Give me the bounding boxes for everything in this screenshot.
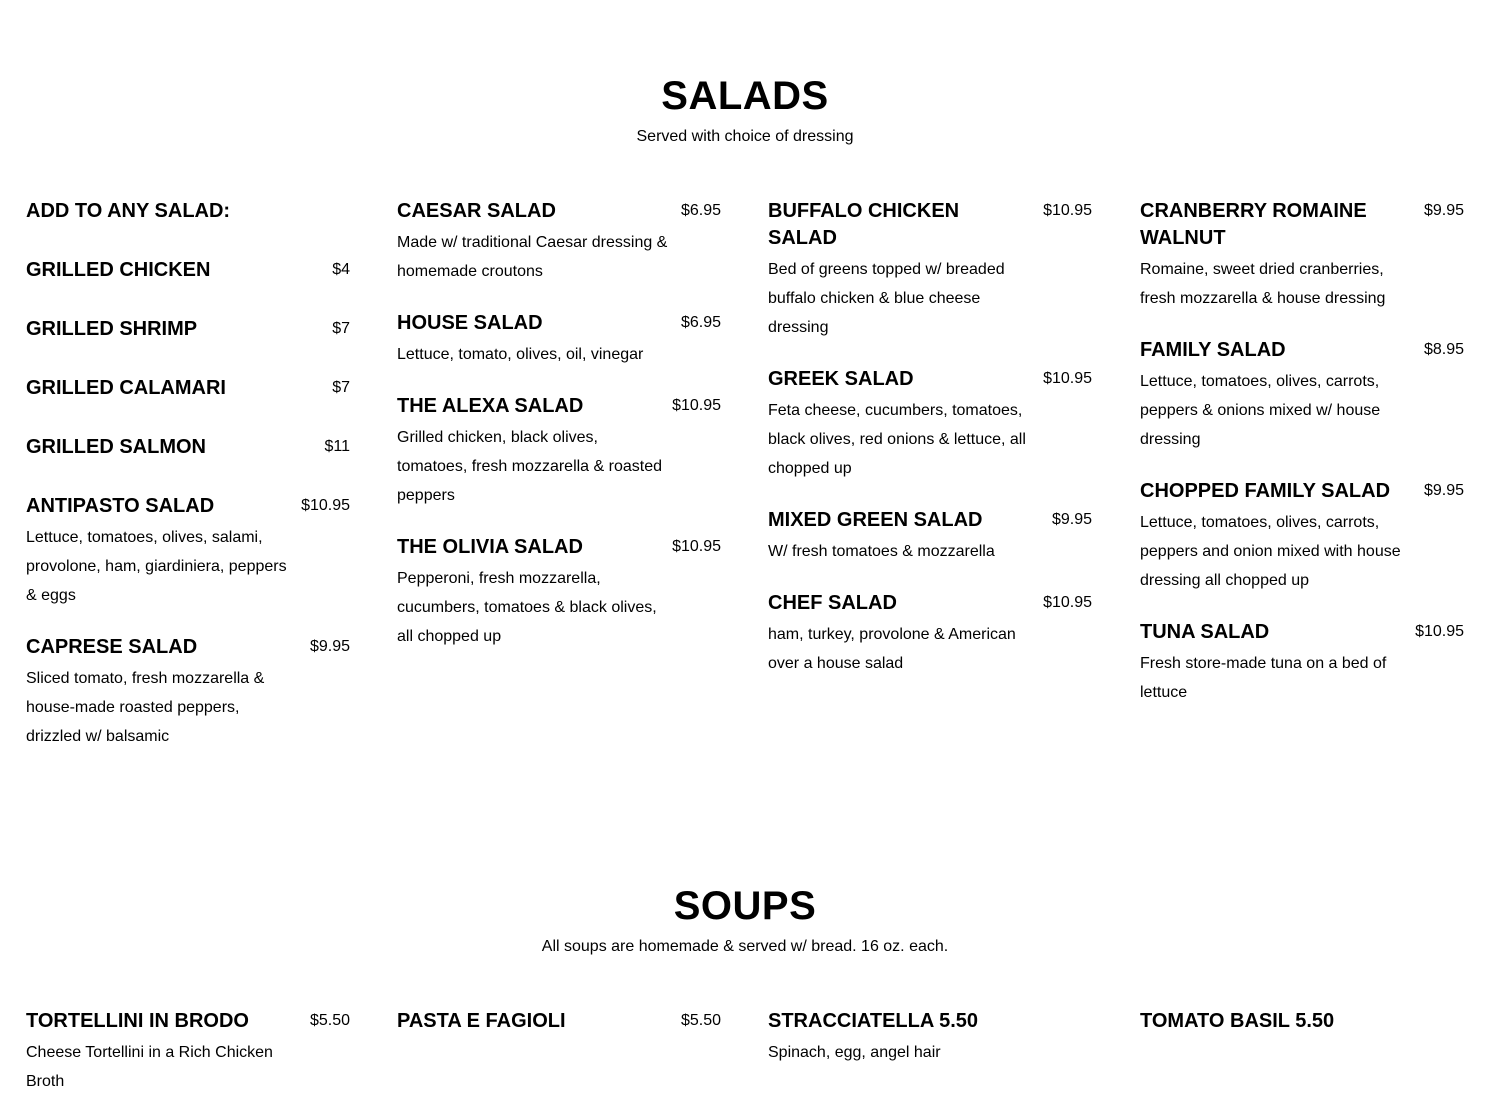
menu-item: [1140, 478, 1464, 595]
item-price: $10.95: [1043, 370, 1092, 387]
item-price: $10.95: [672, 397, 721, 414]
menu-item: [26, 257, 350, 284]
salads-column-1: [26, 198, 350, 775]
menu-item: [397, 1008, 721, 1035]
item-name: TOMATO BASIL 5.50: [1140, 1010, 1335, 1032]
item-price: $10.95: [1043, 202, 1092, 219]
item-price: $5.50: [309, 1012, 350, 1029]
menu-item: [26, 316, 350, 343]
item-name: ADD TO ANY SALAD:: [26, 200, 231, 222]
soups-section: [0, 884, 1490, 957]
item-description: W/ fresh tomatoes & mozzarella: [768, 543, 995, 560]
salads-header: [0, 74, 1490, 147]
item-price: $4: [332, 261, 350, 278]
item-price: $9.95: [1051, 511, 1092, 528]
menu-item: [397, 534, 721, 651]
menu-item: [768, 590, 1092, 678]
addon-heading: [26, 198, 350, 225]
item-name: STRACCIATELLA 5.50: [768, 1010, 979, 1032]
item-name: CAESAR SALAD: [397, 200, 556, 222]
soups-header: [0, 884, 1490, 957]
soups-column-3: [768, 1008, 1092, 1091]
item-name: THE ALEXA SALAD: [397, 395, 584, 417]
salads-column-4: [1140, 198, 1464, 731]
salads-column-2: [397, 198, 721, 675]
menu-item: [26, 634, 350, 751]
menu-item: [1140, 198, 1464, 313]
item-price: $11: [324, 438, 350, 455]
item-price: $10.95: [672, 538, 721, 555]
item-price: $9.95: [309, 638, 350, 655]
menu-item: [1140, 1008, 1464, 1035]
item-description: Cheese Tortellini in a Rich Chicken Broth: [26, 1044, 273, 1090]
salads-section: [0, 74, 1490, 147]
item-name: CAPRESE SALAD: [26, 636, 198, 658]
menu-item: [768, 366, 1092, 483]
item-name: GRILLED SALMON: [26, 436, 206, 458]
item-description: Feta cheese, cucumbers, tomatoes, black olives, red onions & lettuce, all chopped up: [768, 402, 1026, 477]
salads-subtitle: Served with choice of dressing: [636, 128, 854, 145]
item-name: ANTIPASTO SALAD: [26, 495, 215, 517]
menu-item: [1140, 619, 1464, 707]
item-description: Sliced tomato, fresh mozzarella & house-made roasted peppers, drizzled w/ balsamic: [26, 670, 265, 745]
item-description: Bed of greens topped w/ breaded buffalo chicken & blue cheese dressing: [768, 261, 1005, 336]
item-name: BUFFALO CHICKEN SALAD: [768, 200, 960, 249]
item-name: CHOPPED FAMILY SALAD: [1140, 480, 1391, 502]
item-name: GRILLED CHICKEN: [26, 259, 211, 281]
item-name: GREEK SALAD: [768, 368, 914, 390]
item-description: Lettuce, tomatoes, olives, carrots, peppers and onion mixed with house dressing all chopped up: [1140, 514, 1401, 589]
menu-item: [26, 493, 350, 610]
item-price: $9.95: [1423, 202, 1464, 219]
item-price: $9.95: [1423, 482, 1464, 499]
item-description: Grilled chicken, black olives, tomatoes, fresh mozzarella & roasted peppers: [397, 429, 663, 504]
soups-column-1: [26, 1008, 350, 1120]
item-description: Lettuce, tomatoes, olives, salami, provolone, ham, giardiniera, peppers & eggs: [26, 529, 287, 604]
menu-item: [1140, 337, 1464, 454]
item-name: CHEF SALAD: [768, 592, 897, 614]
item-name: GRILLED SHRIMP: [26, 318, 198, 340]
salads-title: SALADS: [661, 74, 829, 118]
menu-item: [397, 393, 721, 510]
item-price: $5.50: [680, 1012, 721, 1029]
menu-item: [26, 434, 350, 461]
item-price: $7: [332, 320, 350, 337]
item-description: Lettuce, tomato, olives, oil, vinegar: [397, 346, 644, 363]
item-name: HOUSE SALAD: [397, 312, 543, 334]
item-name: TUNA SALAD: [1140, 621, 1270, 643]
soups-subtitle: All soups are homemade & served w/ bread. 16 oz. each.: [541, 938, 949, 955]
soups-column-2: [397, 1008, 721, 1059]
menu-item: [768, 507, 1092, 566]
menu-item: [26, 1008, 350, 1096]
item-name: TORTELLINI IN BRODO: [26, 1010, 249, 1032]
item-description: ham, turkey, provolone & American over a house salad: [768, 626, 1016, 672]
item-price: $6.95: [680, 202, 721, 219]
item-price: $10.95: [301, 497, 350, 514]
item-description: Romaine, sweet dried cranberries, fresh mozzarella & house dressing: [1140, 261, 1386, 307]
item-description: Lettuce, tomatoes, olives, carrots, peppers & onions mixed w/ house dressing: [1140, 373, 1381, 448]
item-description: Spinach, egg, angel hair: [768, 1044, 941, 1061]
item-price: $6.95: [680, 314, 721, 331]
item-name: PASTA E FAGIOLI: [397, 1010, 566, 1032]
item-price: $8.95: [1423, 341, 1464, 358]
menu-item: [768, 198, 1092, 342]
menu-item: [26, 375, 350, 402]
item-description: Made w/ traditional Caesar dressing & homemade croutons: [397, 234, 668, 280]
item-price: $7: [332, 379, 350, 396]
item-name: THE OLIVIA SALAD: [397, 536, 583, 558]
item-description: Fresh store-made tuna on a bed of lettuce: [1140, 655, 1387, 701]
item-price: $10.95: [1415, 623, 1464, 640]
menu-item: [397, 310, 721, 369]
item-name: MIXED GREEN SALAD: [768, 509, 983, 531]
item-name: FAMILY SALAD: [1140, 339, 1286, 361]
item-name: GRILLED CALAMARI: [26, 377, 226, 399]
item-name: CRANBERRY ROMAINE WALNUT: [1140, 200, 1367, 249]
menu-item: [397, 198, 721, 286]
soups-title: SOUPS: [673, 884, 817, 928]
salads-column-3: [768, 198, 1092, 702]
menu-item: [768, 1008, 1092, 1067]
soups-column-4: [1140, 1008, 1464, 1059]
item-price: $10.95: [1043, 594, 1092, 611]
item-description: Pepperoni, fresh mozzarella, cucumbers, tomatoes & black olives, all chopped up: [397, 570, 657, 645]
